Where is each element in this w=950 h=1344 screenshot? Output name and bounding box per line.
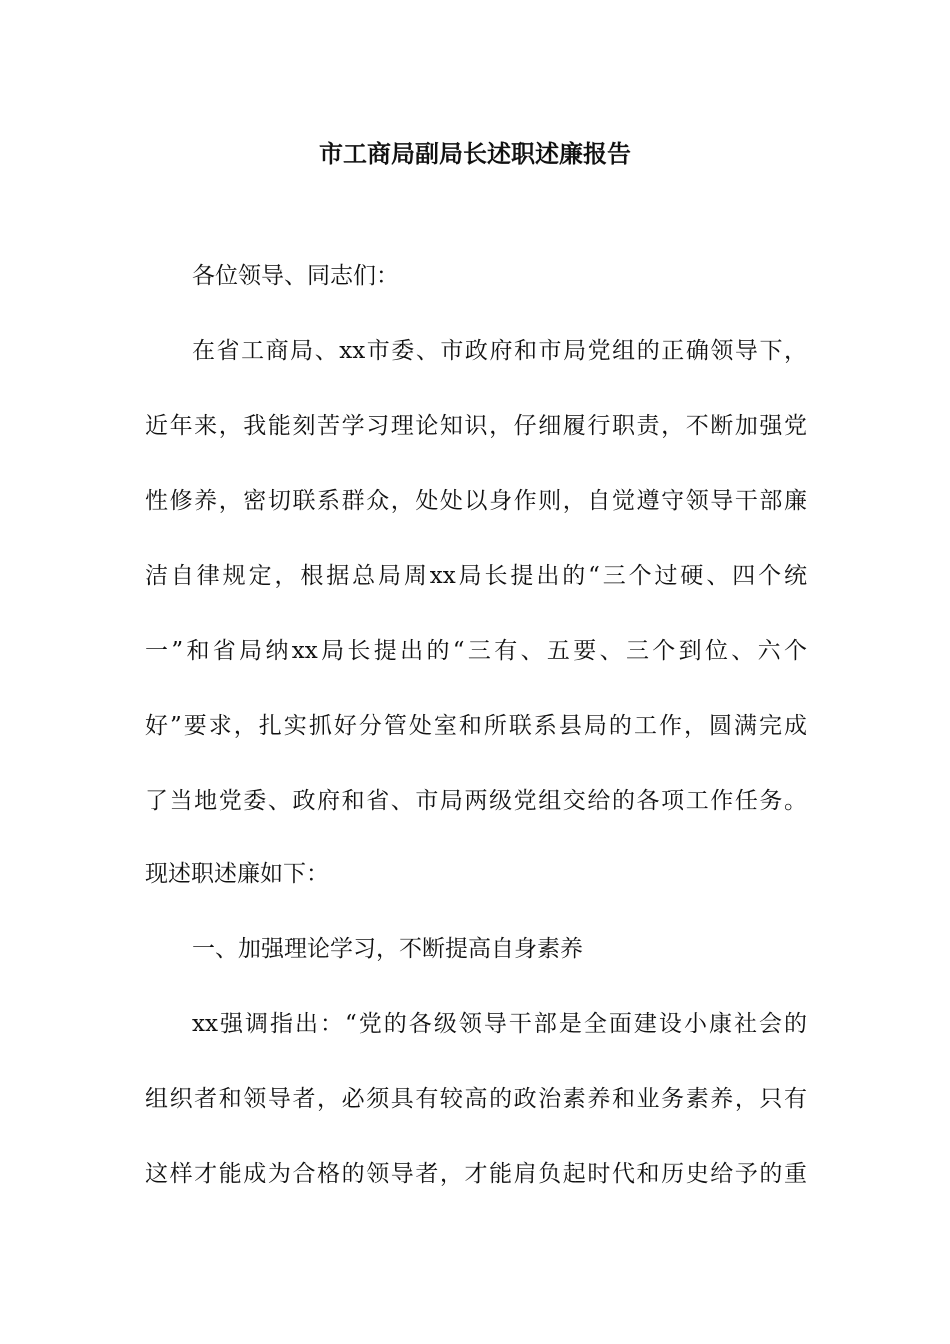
paragraph-line: 洁自律规定，根据总局周xx局长提出的“三个过硬、四个统: [145, 563, 807, 589]
paragraph-line: 现述职述廉如下：: [145, 861, 329, 887]
paragraph-line: 了当地党委、政府和省、市局两级党组交给的各项工作任务。: [145, 788, 807, 814]
section-heading: 一、加强理论学习，不断提高自身素养: [192, 936, 583, 962]
salutation: 各位领导、同志们：: [192, 263, 399, 289]
paragraph-line: xx强调指出：“党的各级领导干部是全面建设小康社会的: [192, 1011, 807, 1037]
paragraph-line: 组织者和领导者，必须具有较高的政治素养和业务素养，只有: [145, 1086, 807, 1112]
paragraph-line: 好”要求，扎实抓好分管处室和所联系县局的工作，圆满完成: [145, 713, 807, 739]
paragraph-line: 这样才能成为合格的领导者，才能肩负起时代和历史给予的重: [145, 1161, 807, 1187]
paragraph-line: 性修养，密切联系群众，处处以身作则，自觉遵守领导干部廉: [145, 488, 807, 514]
document-title: 市工商局副局长述职述廉报告: [319, 139, 631, 168]
paragraph-line: 近年来，我能刻苦学习理论知识，仔细履行职责，不断加强党: [145, 413, 807, 439]
paragraph-line: 在省工商局、xx市委、市政府和市局党组的正确领导下，: [192, 338, 807, 364]
paragraph-line: 一”和省局纳xx局长提出的“三有、五要、三个到位、六个: [145, 638, 807, 664]
